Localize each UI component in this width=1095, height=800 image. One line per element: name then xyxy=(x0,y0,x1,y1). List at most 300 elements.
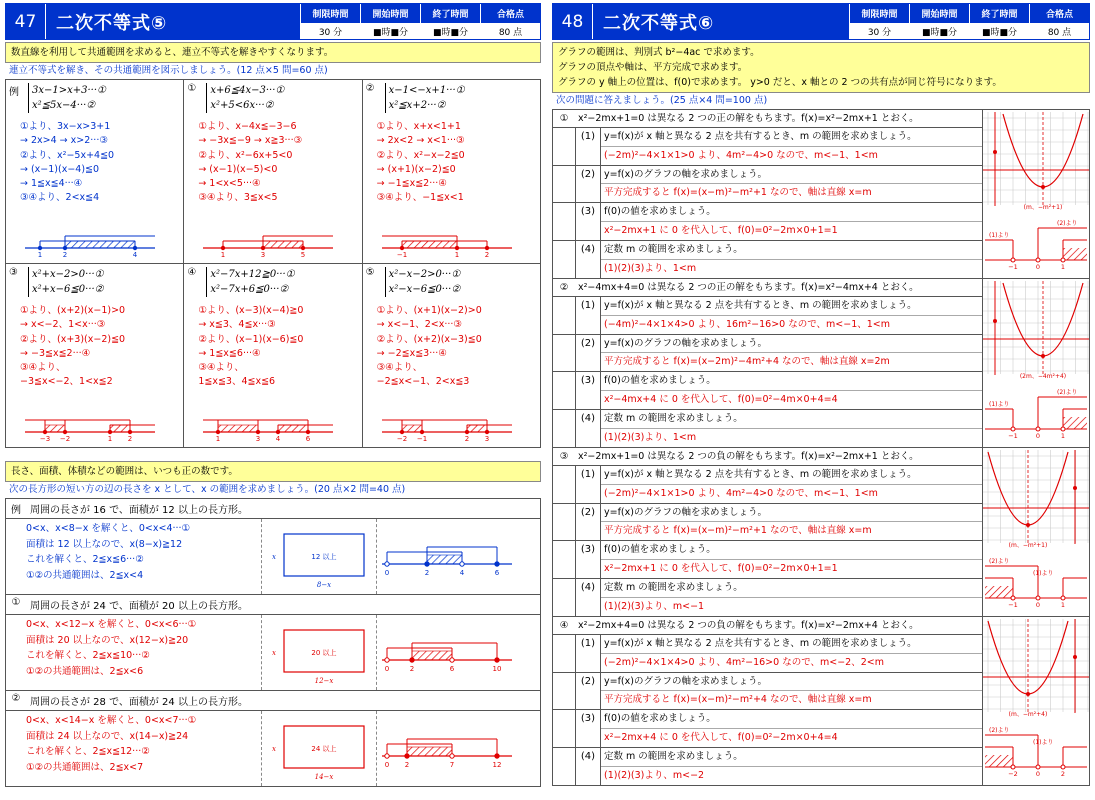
inequality-system xyxy=(385,267,461,297)
solution-line: ②より、x²−x−2≦0 xyxy=(376,149,465,161)
common-range-hatch xyxy=(1063,417,1087,429)
vertex-label: (m、−m²+4) xyxy=(1008,711,1048,718)
problem-question-row xyxy=(553,110,982,128)
common-range-hatch xyxy=(985,586,1013,598)
area-label: 20 以上 xyxy=(311,649,337,657)
parabola-figure xyxy=(983,279,1089,447)
quadratic-problem xyxy=(553,109,1089,278)
sub-question-text: y=f(x)のグラフの軸を求めましょう。 xyxy=(601,504,982,523)
solution-line: 0<x、x<8−x を解くと、0<x<4···① xyxy=(26,523,191,534)
sub-question-number: (4) xyxy=(575,579,600,617)
solution-line: これを解くと、2≦x≦6···② xyxy=(26,554,144,565)
solution-line: ①より、(x+2)(x−1)>0 xyxy=(20,305,126,316)
problem-question: x²−2mx+1=0 は異なる 2 つの正の解をもちます。f(x)=x²−2mx+1 とおく。 xyxy=(578,113,919,124)
inequality-problem xyxy=(362,80,540,263)
boundary-point xyxy=(454,246,458,250)
problem-figure xyxy=(982,110,1089,278)
tick-label: 6 xyxy=(449,665,455,673)
solution-line: → x<−1、2<x···③ xyxy=(376,319,462,331)
problem-label: ③ xyxy=(559,451,569,462)
sub-question-text: y=f(x)が x 軸と異なる 2 点を共有するとき、m の範囲を求めましょう。 xyxy=(601,635,982,654)
solution-steps xyxy=(363,302,540,390)
tick-label: 4 xyxy=(276,435,281,442)
solution-line: ①より、x−4x≦−3−6 xyxy=(198,121,297,132)
boundary-point xyxy=(63,246,67,250)
long-side-label: 12−x xyxy=(314,677,334,685)
system-line: x²−x−2>0···① xyxy=(388,269,461,280)
grid-row xyxy=(6,263,540,447)
boundary-point xyxy=(256,430,260,434)
rectangle-problem-body xyxy=(6,518,540,594)
vertex-point xyxy=(1026,692,1030,696)
sub-question-number: (2) xyxy=(575,673,600,710)
tick-label: 1 xyxy=(1060,263,1066,271)
common-range-hatch xyxy=(407,747,452,756)
sub-question xyxy=(553,466,982,504)
sub-question-text: y=f(x)が x 軸と異なる 2 点を共有するとき、m の範囲を求めましょう。 xyxy=(601,466,982,485)
tip-box xyxy=(552,42,1090,93)
quadratic-problem xyxy=(553,447,1089,616)
number-line-wrap xyxy=(198,228,338,261)
tick-label: 1 xyxy=(454,251,459,258)
solution-line: → 1≦x≦6···④ xyxy=(198,347,261,359)
tick-label: 2 xyxy=(127,435,133,442)
sub-question-number: (2) xyxy=(575,335,600,372)
number-line xyxy=(377,228,517,258)
vertex-point xyxy=(1041,185,1045,189)
sub-question xyxy=(553,673,982,711)
solution-steps xyxy=(184,118,361,206)
solution-steps xyxy=(6,302,183,390)
rectangle-diagram xyxy=(262,519,374,593)
tick-label: 0 xyxy=(1035,770,1041,778)
boundary-point xyxy=(495,562,499,566)
number-line-wrap xyxy=(20,412,160,445)
solution-steps xyxy=(6,519,261,594)
number-line-wrap xyxy=(20,228,160,261)
rectangle-figure xyxy=(261,711,376,786)
solution-line: → −3x≦−9 → x≧3···③ xyxy=(198,135,303,147)
sub-answer: 平方完成すると f(x)=(x−m)²−m²+1 なので、軸は直線 x=m xyxy=(604,187,872,199)
boundary-point xyxy=(261,246,265,250)
y-intercept-point xyxy=(1073,655,1077,659)
solution-line: → x≦3、4≦x···③ xyxy=(198,319,276,331)
number-line xyxy=(377,519,517,593)
solution-steps xyxy=(6,711,261,786)
grid-row xyxy=(6,79,540,263)
problem-label: ② xyxy=(365,83,375,94)
rectangle-figure xyxy=(261,615,376,690)
sub-question xyxy=(553,166,982,204)
problem-question: x²−2mx+1=0 は異なる 2 つの負の解をもちます。f(x)=x²−2mx+1 とおく。 xyxy=(578,451,919,462)
sub-question xyxy=(553,541,982,579)
number-line-cell xyxy=(376,711,540,786)
sub-question-number: (1) xyxy=(575,635,600,672)
solution-line: ③④より、 xyxy=(376,362,423,374)
sub-question-number: (1) xyxy=(575,297,600,334)
number-line xyxy=(20,228,160,258)
boundary-point xyxy=(216,430,220,434)
sub-answer: 平方完成すると f(x)=(x−2m)²−4m²+4 なので、軸は直線 x=2m xyxy=(604,356,890,368)
tick-label: 2 xyxy=(484,251,489,258)
vertex-label: (m、−m²+1) xyxy=(1008,542,1048,549)
sub-question-number: (2) xyxy=(575,166,600,203)
problem-question-row xyxy=(553,617,982,635)
inequality-grid xyxy=(5,79,541,448)
sub-question-text: f(0)の値を求めましょう。 xyxy=(601,541,982,560)
solution-line: ②より、(x+2)(x−3)≦0 xyxy=(376,333,482,345)
time-limit-label: 制限時間 xyxy=(312,9,349,20)
sub-question-content xyxy=(600,504,982,541)
end-time-value: ■時■分 xyxy=(421,22,480,39)
worksheet-48 xyxy=(552,3,1090,786)
inequality-system xyxy=(206,83,284,113)
short-side-label: x xyxy=(272,745,276,753)
tick-label: −3 xyxy=(39,435,51,442)
boundary-point xyxy=(43,430,47,434)
sub-question-text: y=f(x)が x 軸と異なる 2 点を共有するとき、m の範囲を求めましょう。 xyxy=(601,297,982,316)
problem-question: 周囲の長さが 24 で、面積が 20 以上の長方形。 xyxy=(30,601,248,612)
number-line-wrap xyxy=(377,412,517,445)
solution-line: ②より、x²−6x+5<0 xyxy=(198,149,293,161)
rectangle-diagram xyxy=(262,711,374,785)
problem-label: 例 xyxy=(9,87,19,98)
common-range-hatch xyxy=(45,425,65,432)
boundary-point xyxy=(38,246,42,250)
end-time-box xyxy=(420,4,480,39)
boundary-point xyxy=(399,430,403,434)
tick-label: 5 xyxy=(301,251,306,258)
inequality-problem xyxy=(6,80,183,263)
solution-line: → x<−2、1<x···③ xyxy=(20,319,106,331)
problem-label: ① xyxy=(559,113,569,124)
end-time-label: 終了時間 xyxy=(432,9,469,20)
sub-question xyxy=(553,748,982,786)
pass-score-label: 合格点 xyxy=(1045,9,1073,20)
solution-line: ①より、x+x<1+1 xyxy=(376,121,461,132)
tick-label: −1 xyxy=(1008,601,1018,609)
boundary-point xyxy=(464,430,468,434)
tick-label: 6 xyxy=(306,435,311,442)
start-time-label: 開始時間 xyxy=(921,9,958,20)
inequality-problem xyxy=(6,264,183,447)
long-side-label: 14−x xyxy=(314,773,334,781)
rectangle-problem-header xyxy=(6,594,540,614)
number-line-wrap xyxy=(198,412,338,445)
time-limit-value: 30 分 xyxy=(301,22,360,39)
solution-steps xyxy=(184,302,361,390)
pass-score-box xyxy=(1029,4,1089,39)
boundary-point xyxy=(1011,427,1015,431)
solution-line: −2≦x<−1、2<x≦3 xyxy=(376,376,470,388)
solution-steps xyxy=(363,118,540,206)
inequality-system xyxy=(28,83,106,113)
sub-answer: (1)(2)(3)より、m<−2 xyxy=(604,769,705,781)
problem-main xyxy=(553,448,982,616)
condition-2-label: (2)より xyxy=(989,727,1010,734)
sub-question xyxy=(553,504,982,542)
boundary-point xyxy=(405,754,409,758)
sub-answer: 平方完成すると f(x)=(x−m)²−m²+1 なので、軸は直線 x=m xyxy=(604,525,872,537)
problem-label: ① xyxy=(11,597,21,608)
sub-question-number: (2) xyxy=(575,504,600,541)
boundary-point xyxy=(450,658,454,662)
sub-question-content xyxy=(600,128,982,165)
sub-question-content xyxy=(600,241,982,279)
problem-figure xyxy=(982,279,1089,447)
end-time-label: 終了時間 xyxy=(981,9,1018,20)
problem-grid xyxy=(552,109,1090,786)
solution-line: ①より、(x−3)(x−4)≧0 xyxy=(198,305,304,316)
problem-question: 周囲の長さが 16 で、面積が 12 以上の長方形。 xyxy=(30,505,248,516)
problem-main xyxy=(553,110,982,278)
sub-question-content xyxy=(600,541,982,578)
boundary-point xyxy=(128,430,132,434)
worksheet-title: 二次不等式⑥ xyxy=(603,12,715,34)
sub-answer: (1)(2)(3)より、m<−1 xyxy=(604,600,705,612)
area-label: 12 以上 xyxy=(311,553,337,561)
number-line-cell xyxy=(376,519,540,594)
tick-label: −2 xyxy=(59,435,71,442)
common-range-hatch xyxy=(278,425,308,432)
vertex-point xyxy=(1041,354,1045,358)
number-line xyxy=(198,228,338,258)
instruction-2: 次の長方形の短い方の辺の長さを x として、x の範囲を求めましょう。(20 点×2 問=40 点) xyxy=(9,484,406,495)
solution-line: → 2x<2 → x<1···③ xyxy=(376,135,465,147)
condition-2-label: (2)より xyxy=(1057,220,1078,227)
tick-label: 1 xyxy=(221,251,226,258)
sub-question xyxy=(553,635,982,673)
solution-line: ③④より、2<x≦4 xyxy=(20,192,100,204)
system-line: x²≦x+2···② xyxy=(388,100,446,111)
sub-question-text: f(0)の値を求めましょう。 xyxy=(601,372,982,391)
problem-label: ② xyxy=(559,282,569,293)
solution-line: ②より、(x+3)(x−2)≦0 xyxy=(20,333,126,345)
boundary-point xyxy=(221,246,225,250)
sub-answer: (1)(2)(3)より、1<m xyxy=(604,431,697,443)
problem-label: ④ xyxy=(187,267,197,278)
condition-1-label: (1)より xyxy=(989,232,1010,239)
time-limit-box xyxy=(300,4,360,39)
problem-label: ① xyxy=(187,83,197,94)
boundary-point xyxy=(484,430,488,434)
sub-question-text: 定数 m の範囲を求めましょう。 xyxy=(601,241,982,260)
sub-question-number: (1) xyxy=(575,128,600,165)
boundary-point xyxy=(419,430,423,434)
boundary-point xyxy=(385,754,389,758)
instruction: 次の問題に答えましょう。(25 点×4 問=100 点) xyxy=(556,95,768,106)
sub-question-text: y=f(x)のグラフの軸を求めましょう。 xyxy=(601,166,982,185)
inequality-problem xyxy=(183,80,361,263)
worksheet-47 xyxy=(5,3,541,787)
solution-line: → −1≦x≦2···④ xyxy=(376,178,447,190)
condition-1-label: (1)より xyxy=(989,401,1010,408)
sub-question-text: 定数 m の範囲を求めましょう。 xyxy=(601,410,982,429)
tick-label: 3 xyxy=(484,435,489,442)
rectangle-problem-body xyxy=(6,710,540,786)
solution-line: → (x−1)(x−4)≦0 xyxy=(20,163,100,175)
rectangle-diagram xyxy=(262,615,374,689)
area-label: 24 以上 xyxy=(311,745,337,753)
solution-steps xyxy=(6,118,183,206)
boundary-point xyxy=(1061,765,1065,769)
start-time-value: ■時■分 xyxy=(361,22,420,39)
solution-line: 0<x、x<14−x を解くと、0<x<7···① xyxy=(26,715,197,726)
sub-question-number: (4) xyxy=(575,241,600,279)
boundary-point xyxy=(1011,596,1015,600)
worksheet-header xyxy=(5,3,541,40)
common-range-hatch xyxy=(110,425,130,432)
common-range-hatch xyxy=(402,425,422,432)
solution-line: ②より、x²−5x+4≦0 xyxy=(20,149,115,161)
tick-label: 1 xyxy=(1060,432,1066,440)
problem-question: 周囲の長さが 28 で、面積が 24 以上の長方形。 xyxy=(30,697,248,708)
tick-label: −1 xyxy=(1008,263,1018,271)
sub-question-text: y=f(x)のグラフの軸を求めましょう。 xyxy=(601,673,982,692)
start-time-label: 開始時間 xyxy=(372,9,409,20)
problem-question: x²−4mx+4=0 は異なる 2 つの正の解をもちます。f(x)=x²−4mx+4 とおく。 xyxy=(578,282,919,293)
boundary-point xyxy=(1011,765,1015,769)
boundary-point xyxy=(306,430,310,434)
boundary-point xyxy=(276,430,280,434)
y-intercept-point xyxy=(993,319,997,323)
solution-line: ③④より、 xyxy=(198,362,244,374)
sub-answer: x²−4mx+4 に 0 を代入して、f(0)=0²−4m×0+4=4 xyxy=(604,394,838,406)
tick-label: −1 xyxy=(1008,432,1018,440)
sub-question-content xyxy=(600,335,982,372)
boundary-point xyxy=(410,658,414,662)
rectangle-grid xyxy=(5,498,541,787)
time-limit-value: 30 分 xyxy=(850,22,909,39)
boundary-point xyxy=(385,562,389,566)
boundary-point xyxy=(460,562,464,566)
boundary-point xyxy=(425,562,429,566)
solution-line: −3≦x<−2、1<x≦2 xyxy=(20,376,113,388)
sub-question-number: (3) xyxy=(575,541,600,578)
sub-question-text: 定数 m の範囲を求めましょう。 xyxy=(601,579,982,598)
tick-label: 1 xyxy=(37,251,43,258)
pass-score-label: 合格点 xyxy=(496,9,524,20)
boundary-point xyxy=(1036,258,1040,262)
sub-answer: x²−2mx+4 に 0 を代入して、f(0)=0²−2m×0+4=4 xyxy=(604,732,838,744)
inequality-problem xyxy=(183,264,361,447)
tip-box: 数直線を利用して共通範囲を求めると、連立不等式を解きやすくなります。 xyxy=(5,42,541,63)
solution-line: ①より、3x−x>3+1 xyxy=(20,121,111,132)
solution-line: ①②の共通範囲は、2≦x<6 xyxy=(26,665,144,677)
system-line: x²−7x+6≦0···② xyxy=(210,284,289,295)
system-line: x²+x−2>0···① xyxy=(32,269,104,280)
boundary-point xyxy=(1036,596,1040,600)
tick-label: −1 xyxy=(396,251,407,258)
boundary-point xyxy=(495,658,499,662)
boundary-point xyxy=(1061,258,1065,262)
problem-label: ④ xyxy=(559,620,569,631)
tip-line: グラフの頂点や軸は、平方完成で求めます。 xyxy=(558,62,748,73)
problem-main xyxy=(553,279,982,447)
end-time-box xyxy=(969,4,1029,39)
pass-score-box xyxy=(480,4,540,39)
solution-line: ③④より、 xyxy=(20,362,66,374)
common-range-hatch xyxy=(65,241,135,248)
tick-label: 2 xyxy=(409,665,415,673)
worksheet-number: 48 xyxy=(553,4,593,39)
inequality-problem xyxy=(362,264,540,447)
number-line-wrap xyxy=(377,228,517,261)
solution-line: → 1<x<5···④ xyxy=(198,178,261,190)
sub-question-text: y=f(x)のグラフの軸を求めましょう。 xyxy=(601,335,982,354)
boundary-point xyxy=(399,246,403,250)
number-line xyxy=(377,412,517,442)
y-intercept-point xyxy=(1073,486,1077,490)
common-range-hatch xyxy=(985,755,1013,767)
tick-label: 10 xyxy=(492,665,502,673)
sub-question xyxy=(553,410,982,448)
tick-label: 4 xyxy=(132,251,138,258)
sub-question-number: (1) xyxy=(575,466,600,503)
quadratic-problem xyxy=(553,278,1089,447)
boundary-point xyxy=(385,658,389,662)
tick-label: 2 xyxy=(62,251,68,258)
common-range-hatch xyxy=(402,241,457,248)
common-range-hatch xyxy=(412,651,452,660)
sub-question-number: (3) xyxy=(575,203,600,240)
problem-label: ⑤ xyxy=(365,267,375,278)
tick-label: 7 xyxy=(449,761,455,769)
tick-label: −2 xyxy=(1008,770,1018,778)
common-range-hatch xyxy=(1063,248,1087,260)
solution-line: ②より、(x−1)(x−6)≦0 xyxy=(198,333,304,345)
tip-line: グラフの範囲は、判別式 b²−4ac で求めます。 xyxy=(558,47,760,58)
tip-line: グラフの y 軸上の位置は、f(0)で求めます。 y>0 だと、x 軸との 2 つの共有点が同じ符号になります。 xyxy=(558,77,1002,88)
solution-line: 面積は 24 以上なので、x(14−x)≧24 xyxy=(26,730,189,742)
condition-2-label: (2)より xyxy=(989,558,1010,565)
sub-question-content xyxy=(600,410,982,448)
sub-answer: (−2m)²−4×1×1>0 より、4m²−4>0 なので、m<−1、1<m xyxy=(604,149,878,161)
solution-line: → −2≦x≦3···④ xyxy=(376,347,447,359)
worksheet-number: 47 xyxy=(6,4,46,39)
tick-label: 0 xyxy=(384,569,390,577)
problem-figure xyxy=(982,617,1089,785)
sub-question-content xyxy=(600,579,982,617)
parabola-figure xyxy=(983,617,1089,785)
solution-line: これを解くと、2≦x≦10···② xyxy=(26,650,150,661)
vertex-label: (2m、−4m²+4) xyxy=(1019,373,1067,380)
solution-line: → 2x>4 → x>2···③ xyxy=(20,135,108,147)
system-line: x²+5<6x···② xyxy=(210,100,274,111)
sub-question-number: (3) xyxy=(575,372,600,409)
sub-answer: 平方完成すると f(x)=(x−m)²−m²+4 なので、軸は直線 x=m xyxy=(604,694,872,706)
quadratic-problem xyxy=(553,616,1089,785)
tick-label: −2 xyxy=(396,435,407,442)
sub-question xyxy=(553,710,982,748)
sub-question-text: f(0)の値を求めましょう。 xyxy=(601,710,982,729)
tick-label: 1 xyxy=(107,435,113,442)
sub-question-content xyxy=(600,710,982,747)
sub-question-text: y=f(x)が x 軸と異なる 2 点を共有するとき、m の範囲を求めましょう。 xyxy=(601,128,982,147)
solution-line: 面積は 12 以上なので、x(8−x)≧12 xyxy=(26,538,183,550)
short-side-label: x xyxy=(272,649,276,657)
solution-line: ①②の共通範囲は、2≦x<7 xyxy=(26,761,144,773)
long-side-label: 8−x xyxy=(316,581,332,589)
start-time-box xyxy=(909,4,969,39)
problem-question: x²−2mx+4=0 は異なる 2 つの負の解をもちます。f(x)=x²−2mx+4 とおく。 xyxy=(578,620,919,631)
parabola-figure xyxy=(983,110,1089,278)
instruction: 連立不等式を解き、その共通範囲を図示しましょう。(12 点×5 問=60 点) xyxy=(9,65,328,76)
solution-line: ③④より、3≦x<5 xyxy=(198,192,278,204)
sub-question xyxy=(553,297,982,335)
solution-steps xyxy=(6,615,261,690)
problem-label: ② xyxy=(11,693,21,704)
